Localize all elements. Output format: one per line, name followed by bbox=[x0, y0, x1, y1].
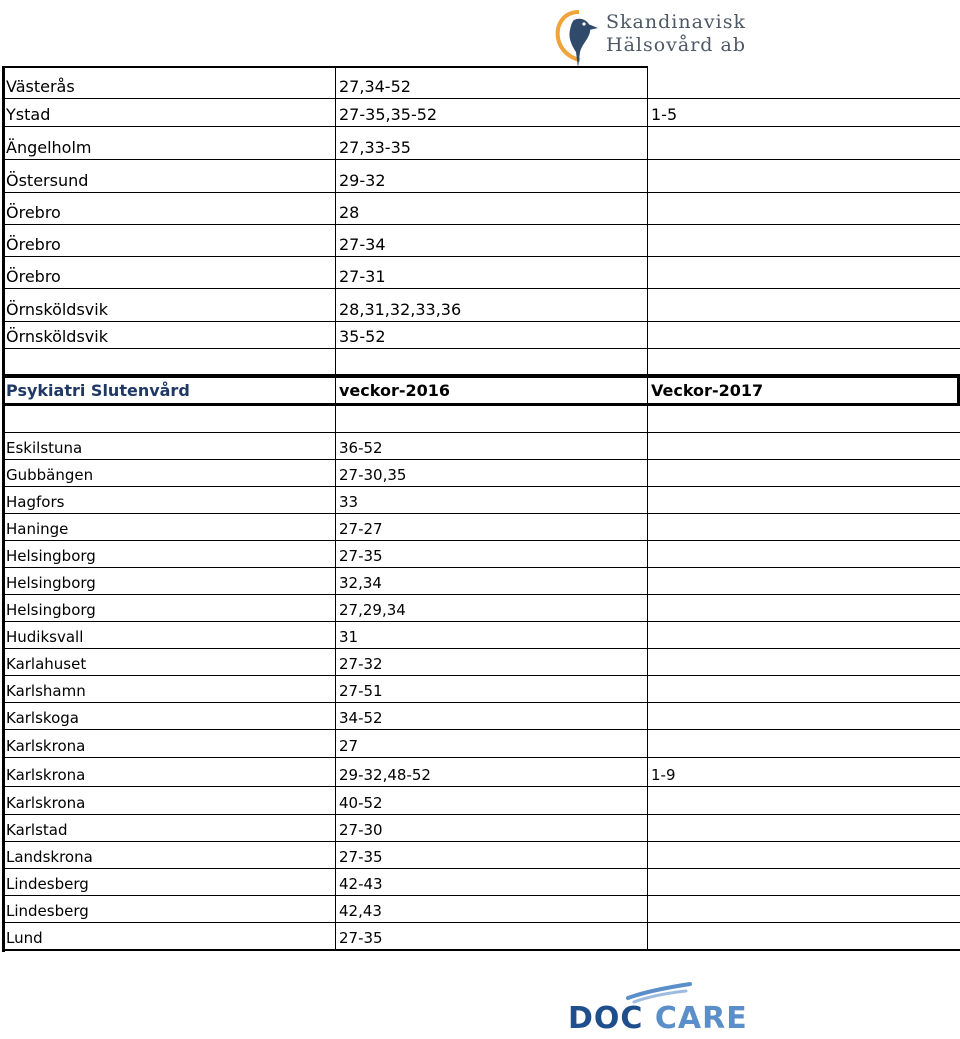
weeks-2016-cell: 34-52 bbox=[336, 703, 648, 729]
table-row bbox=[4, 842, 960, 869]
table-row bbox=[4, 433, 960, 460]
table-row bbox=[4, 160, 960, 193]
section-title: Psykiatri Slutenvård bbox=[4, 378, 336, 403]
weeks-2017-cell bbox=[648, 289, 960, 321]
city-cell: Örnsköldsvik bbox=[4, 322, 336, 348]
weeks-2016-cell: 27,33-35 bbox=[336, 127, 648, 159]
weeks-2016-cell: 27-31 bbox=[336, 257, 648, 288]
weeks-2016-header: veckor-2016 bbox=[336, 378, 648, 403]
city-cell: Örebro bbox=[4, 193, 336, 224]
table-row bbox=[4, 815, 960, 842]
weeks-2017-cell bbox=[648, 68, 960, 98]
weeks-2016-cell: 42-43 bbox=[336, 869, 648, 895]
weeks-2016-cell: 27,29,34 bbox=[336, 595, 648, 621]
table-row bbox=[4, 487, 960, 514]
weeks-2017-cell bbox=[648, 322, 960, 348]
section-header-row bbox=[4, 375, 960, 406]
city-cell: Karlskrona bbox=[4, 758, 336, 786]
weeks-2017-cell bbox=[648, 896, 960, 922]
weeks-2016-cell: 27-51 bbox=[336, 676, 648, 702]
weeks-2016-cell: 42,43 bbox=[336, 896, 648, 922]
table-row bbox=[4, 649, 960, 676]
city-cell: Helsingborg bbox=[4, 541, 336, 567]
city-cell: Örebro bbox=[4, 225, 336, 256]
weeks-2017-cell bbox=[648, 127, 960, 159]
city-cell: Karlahuset bbox=[4, 649, 336, 675]
table-row bbox=[4, 568, 960, 595]
weeks-2017-cell bbox=[648, 257, 960, 288]
weeks-2016-cell: 33 bbox=[336, 487, 648, 513]
table-row bbox=[4, 127, 960, 160]
city-cell: Karlshamn bbox=[4, 676, 336, 702]
weeks-2017-cell bbox=[648, 160, 960, 192]
city-cell: Lindesberg bbox=[4, 896, 336, 922]
weeks-2017-cell bbox=[648, 815, 960, 841]
city-cell: Eskilstuna bbox=[4, 433, 336, 459]
weeks-2017-cell bbox=[648, 676, 960, 702]
table-row bbox=[4, 193, 960, 225]
table-row bbox=[4, 595, 960, 622]
city-cell: Karlskoga bbox=[4, 703, 336, 729]
weeks-2016-cell: 27-35,35-52 bbox=[336, 99, 648, 126]
table-row bbox=[4, 869, 960, 896]
weeks-2017-cell bbox=[648, 842, 960, 868]
weeks-2017-cell bbox=[648, 541, 960, 567]
weeks-2017-cell bbox=[648, 649, 960, 675]
city-cell: Lund bbox=[4, 923, 336, 949]
city-cell: Hudiksvall bbox=[4, 622, 336, 648]
weeks-2016-cell: 29-32,48-52 bbox=[336, 758, 648, 786]
blank-row bbox=[4, 406, 960, 433]
city-cell: Västerås bbox=[4, 68, 336, 98]
logo-doc-text: DOC bbox=[568, 1001, 644, 1036]
table-row bbox=[4, 758, 960, 787]
weeks-2016-cell: 27-30,35 bbox=[336, 460, 648, 486]
weeks-2017-cell bbox=[648, 514, 960, 540]
weeks-2017-cell bbox=[648, 225, 960, 256]
weeks-2016-cell: 36-52 bbox=[336, 433, 648, 459]
weeks-2017-cell bbox=[648, 869, 960, 895]
city-cell: Landskrona bbox=[4, 842, 336, 868]
weeks-2016-cell: 27-35 bbox=[336, 842, 648, 868]
table-row bbox=[4, 68, 960, 99]
city-cell: Ängelholm bbox=[4, 127, 336, 159]
table-row bbox=[4, 225, 960, 257]
weeks-2017-cell bbox=[648, 923, 960, 949]
weeks-2016-cell: 27-32 bbox=[336, 649, 648, 675]
table-row bbox=[4, 541, 960, 568]
city-cell: Ystad bbox=[4, 99, 336, 126]
weeks-2017-cell bbox=[648, 595, 960, 621]
weeks-2016-cell: 29-32 bbox=[336, 160, 648, 192]
table-row bbox=[4, 257, 960, 289]
weeks-2016-cell: 27-27 bbox=[336, 514, 648, 540]
city-cell: Hagfors bbox=[4, 487, 336, 513]
weeks-2017-cell: 1-9 bbox=[651, 766, 676, 784]
table-row bbox=[4, 676, 960, 703]
city-cell: Helsingborg bbox=[4, 595, 336, 621]
table-row bbox=[4, 514, 960, 541]
weeks-2017-cell bbox=[648, 487, 960, 513]
weeks-2016-cell: 32,34 bbox=[336, 568, 648, 594]
weeks-2016-cell: 27-34 bbox=[336, 225, 648, 256]
bird-logo-icon bbox=[552, 6, 606, 72]
weeks-2017-cell bbox=[648, 622, 960, 648]
table-row bbox=[4, 730, 960, 758]
table-row bbox=[4, 622, 960, 649]
city-cell: Örnsköldsvik bbox=[4, 289, 336, 321]
table-row bbox=[4, 923, 960, 951]
city-cell: Örebro bbox=[4, 257, 336, 288]
weeks-2016-cell: 40-52 bbox=[336, 787, 648, 814]
city-cell: Östersund bbox=[4, 160, 336, 192]
table-row bbox=[4, 703, 960, 730]
blank-row bbox=[4, 349, 960, 375]
skandinavisk-halsovard-logo bbox=[552, 6, 772, 72]
weeks-2017-header: Veckor-2017 bbox=[651, 381, 764, 400]
weeks-2017-cell bbox=[648, 433, 960, 459]
table-row bbox=[4, 322, 960, 349]
table-row bbox=[4, 460, 960, 487]
weeks-2017-cell bbox=[648, 703, 960, 729]
doc-care-logo bbox=[568, 978, 748, 1034]
table-row bbox=[4, 896, 960, 923]
weeks-2016-cell: 27-35 bbox=[336, 923, 648, 949]
weeks-2017-cell bbox=[648, 787, 960, 814]
brand-name-line2: Hälsovård ab bbox=[606, 34, 746, 56]
city-cell: Haninge bbox=[4, 514, 336, 540]
weeks-2016-cell: 27-30 bbox=[336, 815, 648, 841]
weeks-2016-cell: 27-35 bbox=[336, 541, 648, 567]
city-cell: Lindesberg bbox=[4, 869, 336, 895]
weeks-2017-cell: 1-5 bbox=[651, 105, 678, 124]
logo-care-text: CARE bbox=[654, 1001, 748, 1036]
city-cell: Karlskrona bbox=[4, 730, 336, 757]
table-row bbox=[4, 787, 960, 815]
weeks-2017-cell bbox=[648, 568, 960, 594]
city-cell: Gubbängen bbox=[4, 460, 336, 486]
brand-name-line1: Skandinavisk bbox=[606, 11, 746, 33]
weeks-2017-cell bbox=[648, 193, 960, 224]
weeks-2016-cell: 27 bbox=[336, 730, 648, 757]
table-row bbox=[4, 99, 960, 127]
weeks-2016-cell: 35-52 bbox=[336, 322, 648, 348]
weeks-2016-cell: 31 bbox=[336, 622, 648, 648]
table-row bbox=[4, 289, 960, 322]
city-cell: Karlstad bbox=[4, 815, 336, 841]
weeks-2016-cell: 27,34-52 bbox=[336, 68, 648, 98]
weeks-2016-cell: 28 bbox=[336, 193, 648, 224]
weeks-2017-cell bbox=[648, 460, 960, 486]
weeks-2017-cell bbox=[648, 730, 960, 757]
weeks-2016-cell: 28,31,32,33,36 bbox=[336, 289, 648, 321]
city-cell: Helsingborg bbox=[4, 568, 336, 594]
city-cell: Karlskrona bbox=[4, 787, 336, 814]
